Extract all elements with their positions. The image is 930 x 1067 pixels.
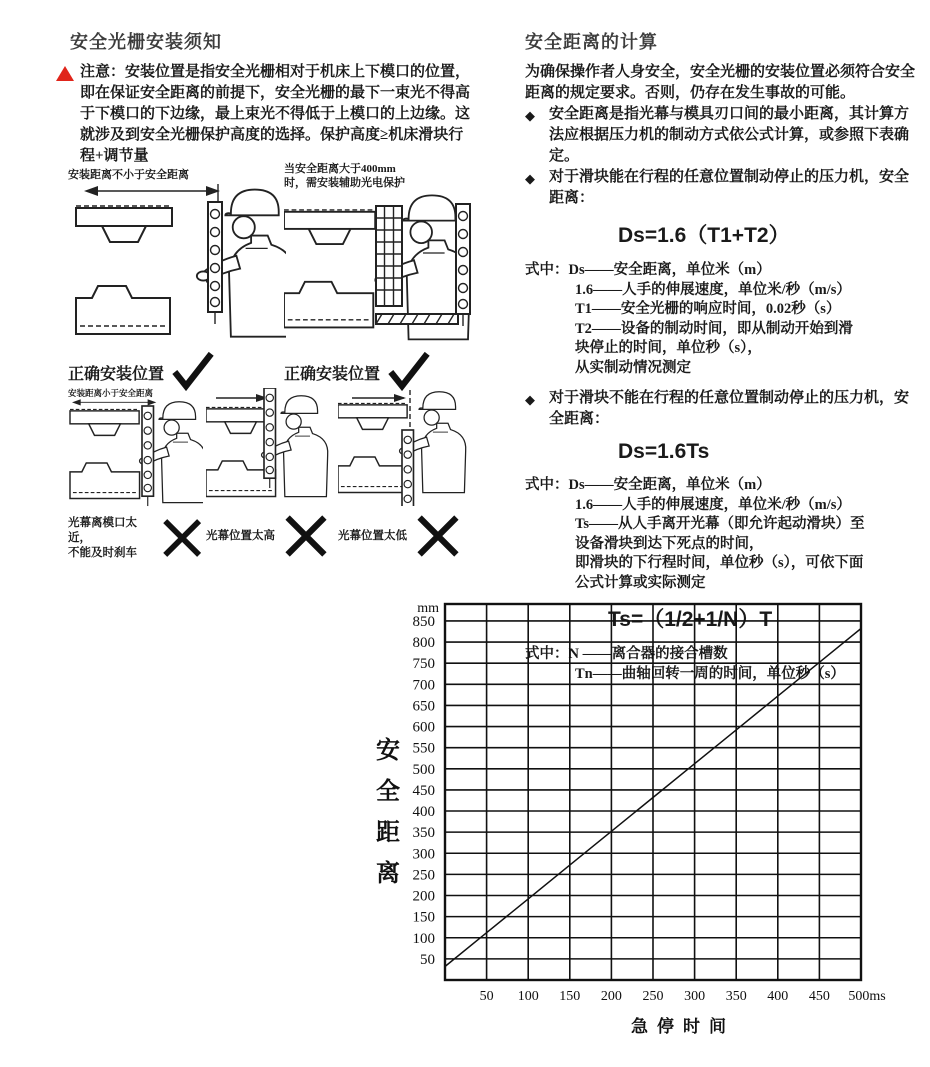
svg-text:250: 250 [412, 867, 435, 884]
diagram4-caption: 光幕位置太高 [206, 529, 275, 542]
diamond-bullet-icon: ◆ [525, 108, 535, 123]
check-icon [172, 351, 214, 393]
formula-ts: Ts=（1/2+1/N）T [608, 608, 773, 631]
chart-canvas [360, 592, 930, 1062]
diagram5-caption: 光幕位置太低 [338, 529, 407, 542]
diagram3-drawing [68, 398, 203, 508]
bullet-item [525, 388, 915, 430]
svg-text:300: 300 [684, 989, 706, 1004]
diagram2-annotation: 当安全距离大于400mm 时，需安装辅助光电保护 [284, 163, 405, 189]
diagram-correct-installation-2 [284, 162, 484, 393]
svg-text:450: 450 [808, 989, 830, 1004]
svg-text:100: 100 [517, 989, 539, 1004]
svg-text:300: 300 [412, 846, 435, 863]
warning-triangle-icon [56, 66, 74, 81]
safety-distance-chart [360, 592, 930, 1062]
formula3-notes: 式中：N ——离合器的接合槽数 Tn——曲轴回转一周的时间，单位秒（s） [525, 646, 845, 682]
svg-text:800: 800 [412, 635, 435, 652]
svg-text:350: 350 [725, 989, 747, 1004]
diagram1-annotation: 安装距离不小于安全距离 [68, 169, 189, 181]
svg-text:150: 150 [559, 989, 581, 1004]
safety-distance-section [523, 0, 915, 694]
diagram5-drawing [338, 388, 478, 506]
formula-ds-ts: Ds=1.6Ts [618, 440, 710, 463]
diagram-wrong-too-high [206, 388, 336, 559]
svg-text:700: 700 [412, 677, 435, 694]
svg-text:600: 600 [412, 719, 435, 736]
svg-text:200: 200 [600, 989, 622, 1004]
svg-text:400: 400 [767, 989, 789, 1004]
svg-text:安: 安 [376, 738, 400, 764]
bullet1-text: 安全距离是指光幕与模具刃口间的最小距离，其计算方法应根据压力机的制动方式依公式计算，或参照下表确定。 [549, 106, 910, 164]
left-section-title: 安全光栅安装须知 [70, 32, 222, 52]
svg-text:450: 450 [412, 782, 435, 799]
formula1-notes: 式中：Ds——安全距离，单位米（m） 1.6——人手的伸展速度，单位米/秒（m/s） T1——安全光栅的响应时间，0.02秒（s） T2——设备的制动时间，即从制动开始到滑 块停止的时间，单位秒（s）， 从实制动情况测定 [525, 262, 853, 376]
svg-text:550: 550 [412, 740, 435, 757]
diagram-wrong-too-low [338, 388, 478, 559]
svg-text:离: 离 [376, 861, 400, 887]
svg-text:50: 50 [420, 951, 435, 968]
warning-text: 注意：安装位置是指安全光栅相对于机床上下模口的位置，即在保证安全距离的前提下，安全光栅的最下一束光不得高于下模口的下边缘，最上束光不得低于上模口的上边缘。这就涉及到安全光栅保护高度的选择。保护高度≥机床滑块行程+调节量 [80, 64, 471, 164]
svg-text:750: 750 [412, 656, 435, 673]
bullet-item [525, 167, 915, 209]
bullet-item [525, 104, 915, 167]
diagram1-caption: 正确安装位置 [68, 365, 165, 383]
svg-text:650: 650 [412, 698, 435, 715]
diagram4-drawing [206, 388, 336, 506]
svg-text:50: 50 [479, 989, 494, 1004]
cross-icon [283, 513, 329, 559]
svg-text:200: 200 [412, 888, 435, 905]
formula-ds-t1-t2: Ds=1.6（T1+T2） [618, 224, 790, 247]
diagram2-drawing [284, 190, 484, 344]
check-icon [388, 351, 430, 393]
svg-text:500ms: 500ms [848, 989, 886, 1004]
svg-text:mm: mm [417, 600, 439, 616]
right-section-title: 安全距离的计算 [525, 32, 658, 52]
bullet2-text: 对于滑块能在行程的任意位置制动停止的压力机，安全距离： [549, 169, 910, 206]
svg-text:400: 400 [412, 804, 435, 821]
svg-text:150: 150 [412, 909, 435, 926]
diagram2-caption: 正确安装位置 [284, 365, 381, 383]
cross-icon [415, 513, 461, 559]
intro-text: 为确保操作者人身安全，安全光栅的安装位置必须符合安全距离的规定要求。否则，仍存在发生事故的可能。 [525, 64, 916, 101]
svg-text:500: 500 [412, 761, 435, 778]
diagram3-caption: 光幕离模口太近， 不能及时刹车 [68, 516, 137, 559]
diagram3-annotation: 安装距离小于安全距离 [68, 388, 154, 398]
svg-text:350: 350 [412, 825, 435, 842]
svg-text:全: 全 [376, 779, 400, 805]
diamond-bullet-icon: ◆ [525, 171, 535, 186]
diagram1-drawing [68, 182, 286, 344]
svg-text:急停时间: 急停时间 [631, 1017, 735, 1036]
diamond-bullet-icon: ◆ [525, 392, 535, 407]
svg-text:850: 850 [412, 613, 435, 630]
svg-text:距: 距 [376, 820, 400, 846]
warning-note [56, 62, 486, 167]
installation-notes-section [56, 0, 486, 559]
diagram-wrong-too-close [68, 388, 203, 561]
formula2-notes: 式中：Ds——安全距离，单位米（m） 1.6——人手的伸展速度，单位米/秒（m/s） Ts——从人手离开光幕（即允许起动滑块）至 设备滑块到达下死点的时间， 即滑块的下行程时间，单位秒（s），可依下面 公式计算或实际测定 [525, 477, 865, 591]
svg-text:100: 100 [412, 930, 435, 947]
cross-icon [161, 515, 203, 561]
svg-text:250: 250 [642, 989, 664, 1004]
diagram-correct-installation-1 [68, 168, 286, 393]
bullet3-text: 对于滑块不能在行程的任意位置制动停止的压力机，安全距离： [549, 390, 910, 427]
